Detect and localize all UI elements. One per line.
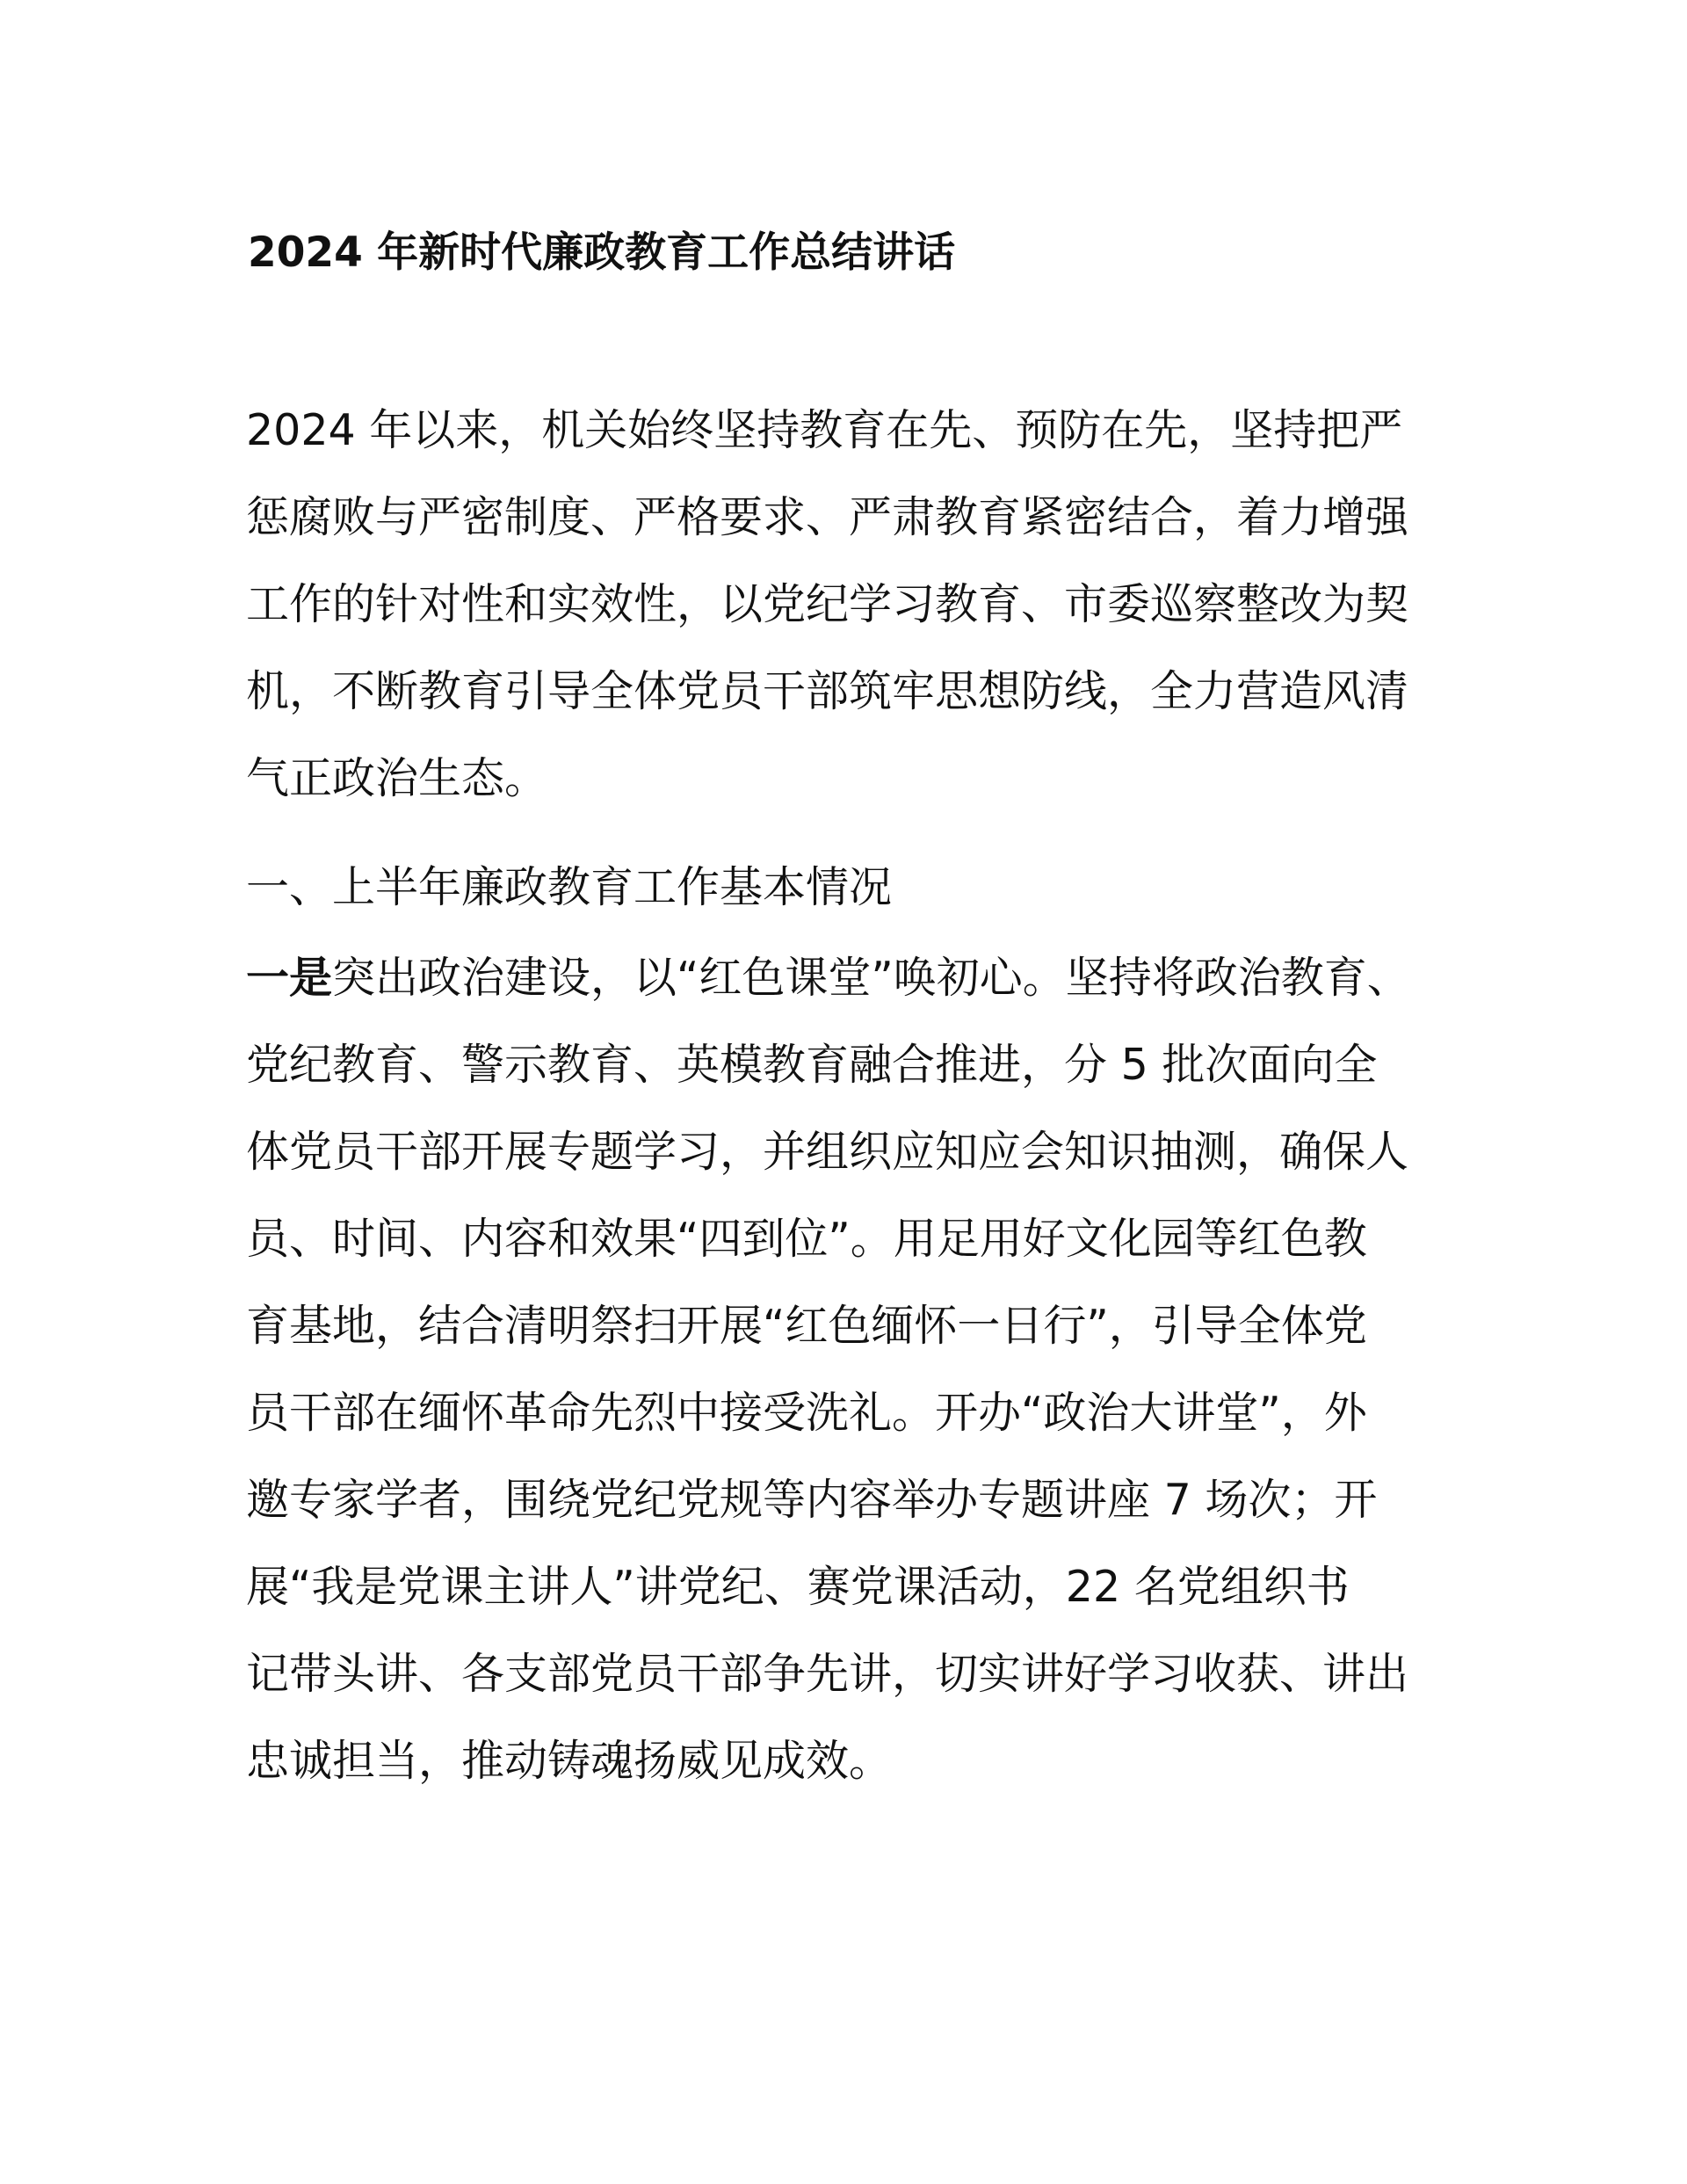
paragraph-line: 员、时间、内容和效果“四到位”。用足用好文化园等红色教 xyxy=(246,1214,1367,1264)
paragraph-line: 2024 年以来，机关始终坚持教育在先、预防在先，坚持把严 xyxy=(246,405,1403,455)
paragraph-line: 机，不断教育引导全体党员干部筑牢思想防线，全力营造风清 xyxy=(246,666,1409,716)
paragraph-line: 气正政治生态。 xyxy=(246,753,548,803)
paragraph-line: 员干部在缅怀革命先烈中接受洗礼。开办“政治大讲堂”，外 xyxy=(246,1388,1367,1438)
paragraph-line: 惩腐败与严密制度、严格要求、严肃教育紧密结合，着力增强 xyxy=(246,492,1409,542)
document-title: 2024 年新时代廉政教育工作总结讲话 xyxy=(248,229,956,277)
paragraph-line: 育基地，结合清明祭扫开展“红色缅怀一日行”，引导全体党 xyxy=(246,1301,1367,1351)
section-heading-text: 一、上半年廉政教育工作基本情况 xyxy=(246,862,893,912)
paragraph-line: 记带头讲、各支部党员干部争先讲，切实讲好学习收获、讲出 xyxy=(246,1649,1409,1699)
paragraph-line: 邀专家学者，围绕党纪党规等内容举办专题讲座 7 场次；开 xyxy=(246,1475,1378,1525)
paragraph-line xyxy=(246,934,1494,1021)
point-one-paragraph xyxy=(246,934,1494,1804)
paragraph-line: 展“我是党课主讲人”讲党纪、赛党课活动，22 名党组织书 xyxy=(246,1562,1350,1612)
point-lead-label: 一是 xyxy=(246,953,333,1003)
paragraph-line: 忠诚担当，推动铸魂扬威见成效。 xyxy=(246,1736,893,1786)
section-heading xyxy=(246,844,1494,931)
paragraph-line: 工作的针对性和实效性，以党纪学习教育、市委巡察整改为契 xyxy=(246,579,1409,629)
paragraph-line: 党纪教育、警示教育、英模教育融合推进，分 5 批次面向全 xyxy=(246,1040,1378,1090)
paragraph-line: 体党员干部开展专题学习，并组织应知应会知识抽测，确保人 xyxy=(246,1127,1409,1177)
point-first-line-text: 突出政治建设，以“红色课堂”唤初心。坚持将政治教育、 xyxy=(332,953,1410,1003)
intro-paragraph xyxy=(246,387,1494,822)
